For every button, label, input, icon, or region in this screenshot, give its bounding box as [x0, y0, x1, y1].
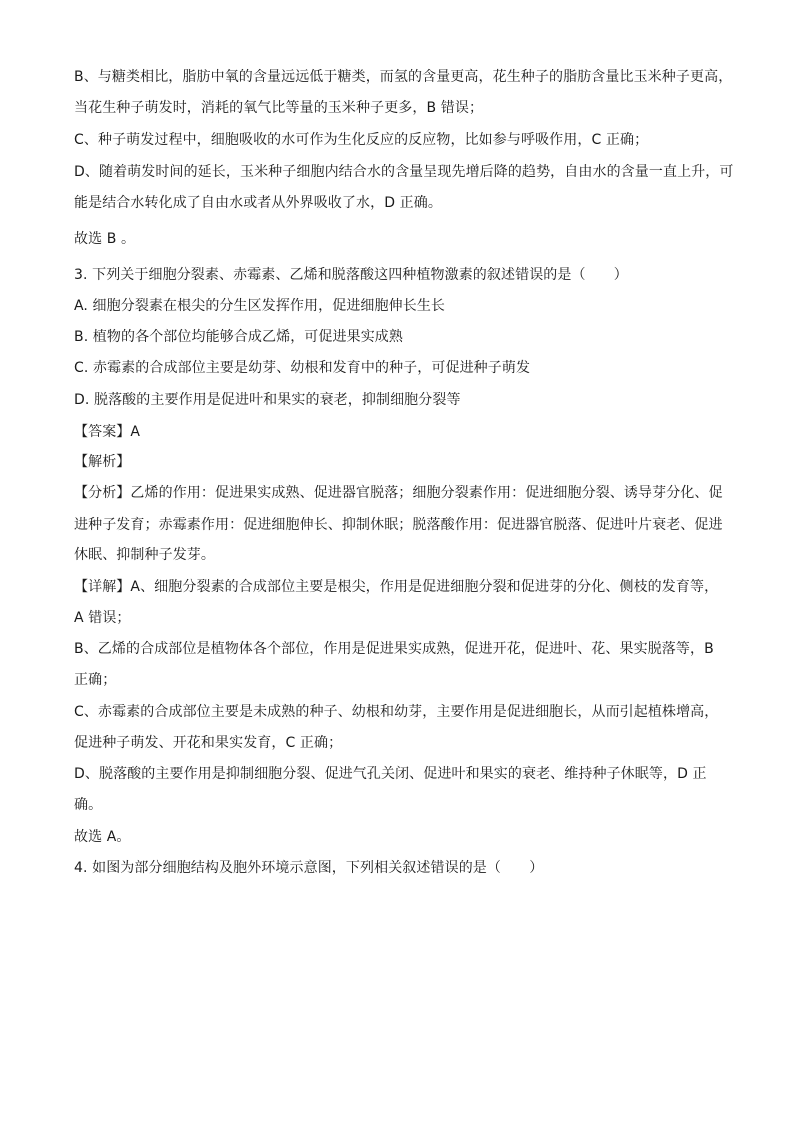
prev-explanation-b-line-1: B、与糖类相比，脂肪中氧的含量远远低于糖类，而氢的含量更高，花生种子的脂肪含量比玉米种子更高，	[74, 69, 733, 85]
detail-b-line-2: 正确；	[74, 672, 117, 688]
detail-c-line-2: 促进种子萌发、开花和果实发育，C 正确；	[74, 735, 343, 751]
detail-d-line-2: 确。	[74, 797, 103, 813]
prev-conclusion: 故选 B 。	[74, 231, 136, 247]
question-3-option-a: A. 细胞分裂素在根尖的分生区发挥作用，促进细胞伸长生长	[74, 298, 446, 314]
detail-a-line-1: 【详解】A、细胞分裂素的合成部位主要是根尖，作用是促进细胞分裂和促进芽的分化、侧枝的发育等，	[74, 579, 719, 595]
analysis-heading: 【解析】	[74, 454, 131, 470]
analysis-line-2: 进种子发育；赤霉素作用：促进细胞伸长、抑制休眠；脱落酸作用：促进器官脱落、促进叶片衰老、促进	[74, 517, 723, 533]
detail-a-line-2: A 错误；	[74, 610, 131, 626]
question-3-conclusion: 故选 A。	[74, 829, 131, 845]
analysis-line-1: 【分析】乙烯的作用：促进果实成熟、促进器官脱落；细胞分裂素作用：促进细胞分裂、诱导芽分化、促	[74, 485, 723, 501]
question-4-stem: 4. 如图为部分细胞结构及胞外环境示意图，下列相关叙述错误的是（ ）	[74, 860, 544, 876]
analysis-line-3: 休眠、抑制种子发芽。	[74, 547, 215, 563]
prev-explanation-d-line-1: D、随着萌发时间的延长，玉米种子细胞内结合水的含量呈现先增后降的趋势，自由水的含量一直上升，可	[74, 164, 734, 180]
detail-c-line-1: C、赤霉素的合成部位主要是未成熟的种子、幼根和幼芽，主要作用是促进细胞长，从而引起植株增高，	[74, 704, 719, 720]
question-3-option-b: B. 植物的各个部位均能够合成乙烯，可促进果实成熟	[74, 329, 404, 345]
detail-d-line-1: D、脱落酸的主要作用是抑制细胞分裂、促进气孔关闭、促进叶和果实的衰老、维持种子休眠等，D 正	[74, 766, 707, 782]
detail-b-line-1: B、乙烯的合成部位是植物体各个部位，作用是促进果实成熟，促进开花，促进叶、花、果实脱落等，B	[74, 641, 714, 657]
prev-explanation-d-line-2: 能是结合水转化成了自由水或者从外界吸收了水，D 正确。	[74, 195, 442, 211]
question-3-option-d: D. 脱落酸的主要作用是促进叶和果实的衰老，抑制细胞分裂等	[74, 392, 461, 408]
prev-explanation-c-line-1: C、种子萌发过程中，细胞吸收的水可作为生化反应的反应物，比如参与呼吸作用，C 正确；	[74, 132, 649, 148]
question-3-option-c: C. 赤霉素的合成部位主要是幼芽、幼根和发育中的种子，可促进种子萌发	[74, 360, 531, 376]
question-3-stem: 3. 下列关于细胞分裂素、赤霉素、乙烯和脱落酸这四种植物激素的叙述错误的是（ ）	[74, 267, 628, 283]
answer-line: 【答案】A	[74, 424, 141, 440]
prev-explanation-b-line-2: 当花生种子萌发时，消耗的氧气比等量的玉米种子更多，B 错误；	[74, 100, 484, 116]
